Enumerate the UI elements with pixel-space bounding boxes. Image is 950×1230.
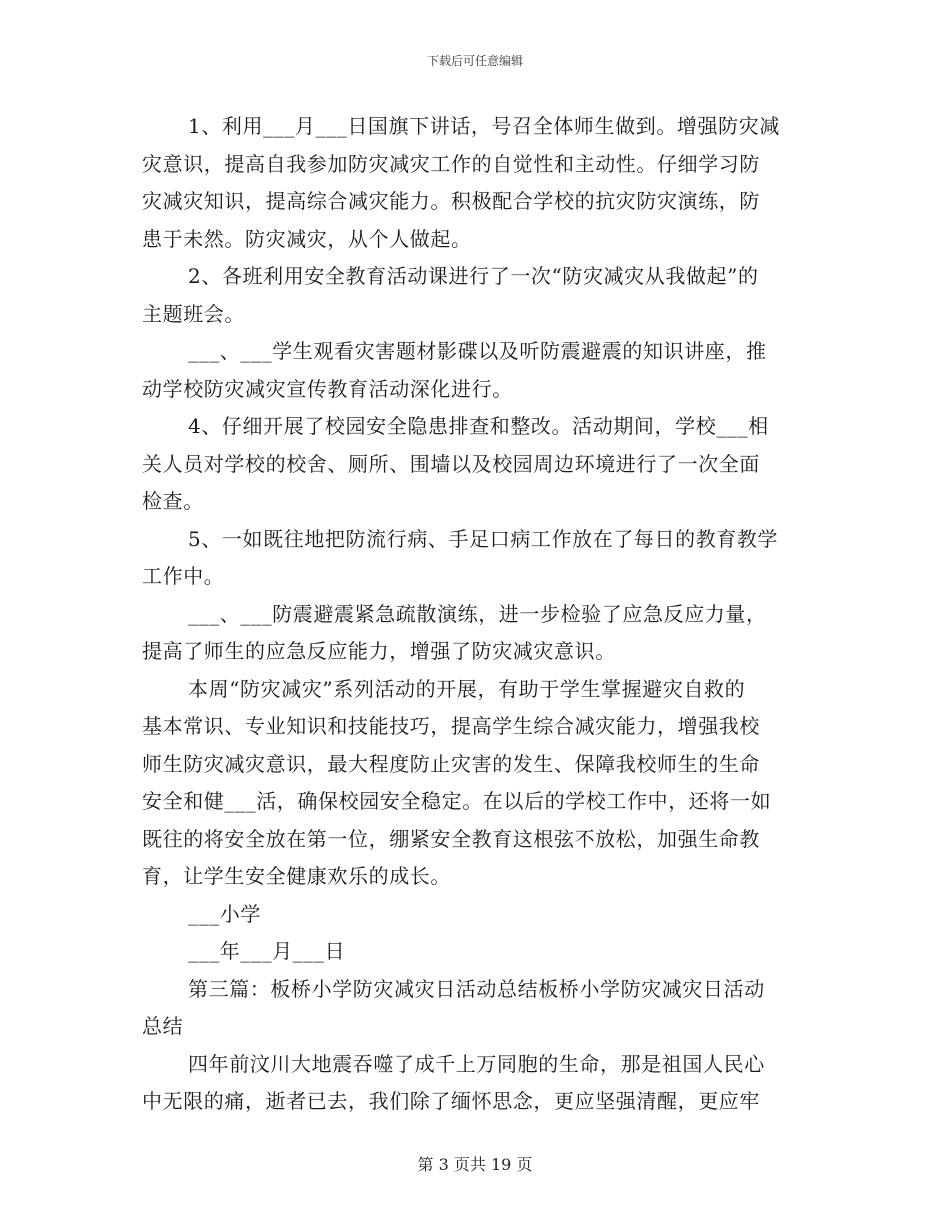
- text-line: ___、___防震避震紧急疏散演练，进一步检验了应急反应力量，: [188, 601, 767, 626]
- text-line: 第三篇：板桥小学防灾减灾日活动总结板桥小学防灾减灾日活动: [188, 976, 765, 1001]
- text-line: 检查。: [142, 489, 204, 513]
- text-line: 主题班会。: [142, 301, 245, 326]
- text-line: ___小学: [188, 901, 261, 926]
- text-line: 育，让学生安全健康欢乐的成长。: [142, 864, 451, 888]
- text-line: ___、___学生观看灾害题材影碟以及听防震避震的知识讲座，推: [188, 339, 767, 363]
- text-line: 安全和健___活，确保校园安全稳定。在以后的学校工作中，还将一如: [142, 789, 772, 813]
- text-line: ___年___月___日: [188, 939, 346, 963]
- text-line: 四年前汶川大地震吞噬了成千上万同胞的生命，那是祖国人民心: [188, 1051, 765, 1076]
- text-line: 工作中。: [142, 564, 225, 588]
- text-line: 动学校防灾减灾宣传教育活动深化进行。: [142, 376, 513, 401]
- page-footer: 第 3 页共 19 页: [417, 1155, 533, 1174]
- text-line: 中无限的痛，逝者已去，我们除了缅怀思念，更应坚强清醒，更应牢: [142, 1089, 760, 1113]
- text-line: 既往的将安全放在第一位，绷紧安全教育这根弦不放松，加强生命教: [142, 826, 760, 851]
- text-line: 1、利用___月___日国旗下讲话，号召全体师生做到。增强防灾减: [188, 114, 780, 138]
- text-line: 本周“防灾减灾”系列活动的开展，有助于学生掌握避灾自救的: [188, 676, 746, 701]
- text-line: 师生防灾减灾意识，最大程度防止灾害的发生、保障我校师生的生命: [142, 751, 760, 776]
- text-line: 提高了师生的应急反应能力，增强了防灾减灾意识。: [142, 639, 616, 663]
- text-line: 灾意识，提高自我参加防灾减灾工作的自觉性和主动性。仔细学习防: [142, 151, 760, 176]
- text-line: 患于未然。防灾减灾，从个人做起。: [142, 226, 472, 251]
- text-line: 总结: [142, 1014, 184, 1038]
- page-header: 下载后可任意编辑: [426, 54, 523, 68]
- text-line: 5、一如既往地把防流行病、手足口病工作放在了每日的教育教学: [188, 526, 779, 551]
- text-line: 4、仔细开展了校园安全隐患排查和整改。活动期间，学校___相: [188, 414, 769, 438]
- text-line: 2、各班利用安全教育活动课进行了一次“防灾减灾从我做起”的: [188, 264, 759, 288]
- text-line: 灾减灾知识，提高综合减灾能力。积极配合学校的抗灾防灾演练，防: [142, 189, 760, 213]
- text-line: 基本常识、专业知识和技能技巧，提高学生综合减灾能力，增强我校: [142, 714, 760, 738]
- text-line: 关人员对学校的校舍、厕所、围墙以及校园周边环境进行了一次全面: [142, 451, 760, 476]
- document-body: [142, 108, 812, 1121]
